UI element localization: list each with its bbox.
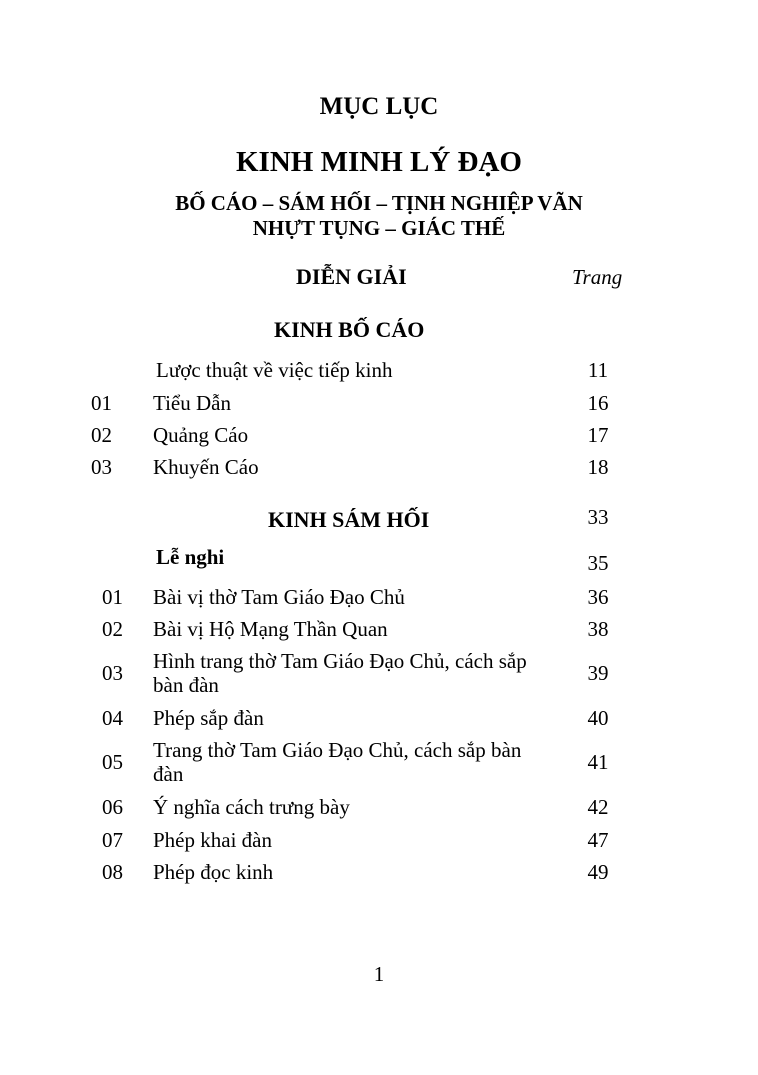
entry-page: 17 <box>587 423 609 447</box>
entry-page: 35 <box>587 551 609 575</box>
entry-number: 01 <box>91 391 112 415</box>
entry-title: Quảng Cáo <box>153 423 249 447</box>
entry-page: 18 <box>587 455 609 479</box>
page-number: 1 <box>373 962 385 986</box>
entry-title: Lễ nghi <box>156 545 225 569</box>
entry-page: 38 <box>587 617 609 641</box>
section-title-sam-hoi: KINH SÁM HỐI <box>268 507 430 532</box>
entry-page: 42 <box>587 795 609 819</box>
entry-page: 39 <box>587 661 609 685</box>
entry-title: Lược thuật về việc tiếp kinh <box>156 358 393 382</box>
entry-title: Phép sắp đàn <box>153 706 264 730</box>
entry-page: 47 <box>587 828 609 852</box>
entry-page: 36 <box>587 585 609 609</box>
entry-title: Hình trang thờ Tam Giáo Đạo Chủ, cách sắp bàn đàn <box>153 649 527 697</box>
entry-number: 03 <box>91 455 112 479</box>
subtitle-line-2: NHỰT TỤNG – GIÁC THẾ <box>252 216 506 240</box>
entry-title: Bài vị thờ Tam Giáo Đạo Chủ <box>153 585 405 609</box>
entry-page: 49 <box>587 860 609 884</box>
entry-page: 11 <box>587 358 609 382</box>
entry-number: 02 <box>102 617 123 641</box>
entry-number: 01 <box>102 585 123 609</box>
entry-number: 04 <box>102 706 123 730</box>
entry-number: 06 <box>102 795 123 819</box>
dien-giai-heading: DIỄN GIẢI <box>296 264 407 289</box>
book-title: KINH MINH LÝ ĐẠO <box>236 146 522 178</box>
entry-number: 05 <box>102 750 123 774</box>
entry-page: 40 <box>587 706 609 730</box>
entry-title: Ý nghĩa cách trưng bày <box>153 795 350 819</box>
trang-column-label: Trang <box>572 265 623 289</box>
section-title-bo-cao: KINH BỐ CÁO <box>274 317 425 342</box>
entry-title: Tiểu Dẫn <box>153 391 231 415</box>
entry-title: Phép khai đàn <box>153 828 272 852</box>
toc-heading: MỤC LỤC <box>319 93 439 120</box>
entry-number: 02 <box>91 423 112 447</box>
entry-page: 41 <box>587 750 609 774</box>
entry-title: Bài vị Hộ Mạng Thần Quan <box>153 617 388 641</box>
section-page: 33 <box>587 505 609 529</box>
book-subtitle <box>0 191 758 241</box>
entry-title: Phép đọc kinh <box>153 860 274 884</box>
entry-number: 08 <box>102 860 123 884</box>
entry-title: Trang thờ Tam Giáo Đạo Chủ, cách sắp bàn đàn <box>153 738 522 786</box>
subtitle-line-1: BỐ CÁO – SÁM HỐI – TỊNH NGHIỆP VÃN <box>175 191 583 215</box>
entry-number: 07 <box>102 828 123 852</box>
entry-title: Khuyến Cáo <box>153 455 259 479</box>
entry-page: 16 <box>587 391 609 415</box>
entry-number: 03 <box>102 661 123 685</box>
